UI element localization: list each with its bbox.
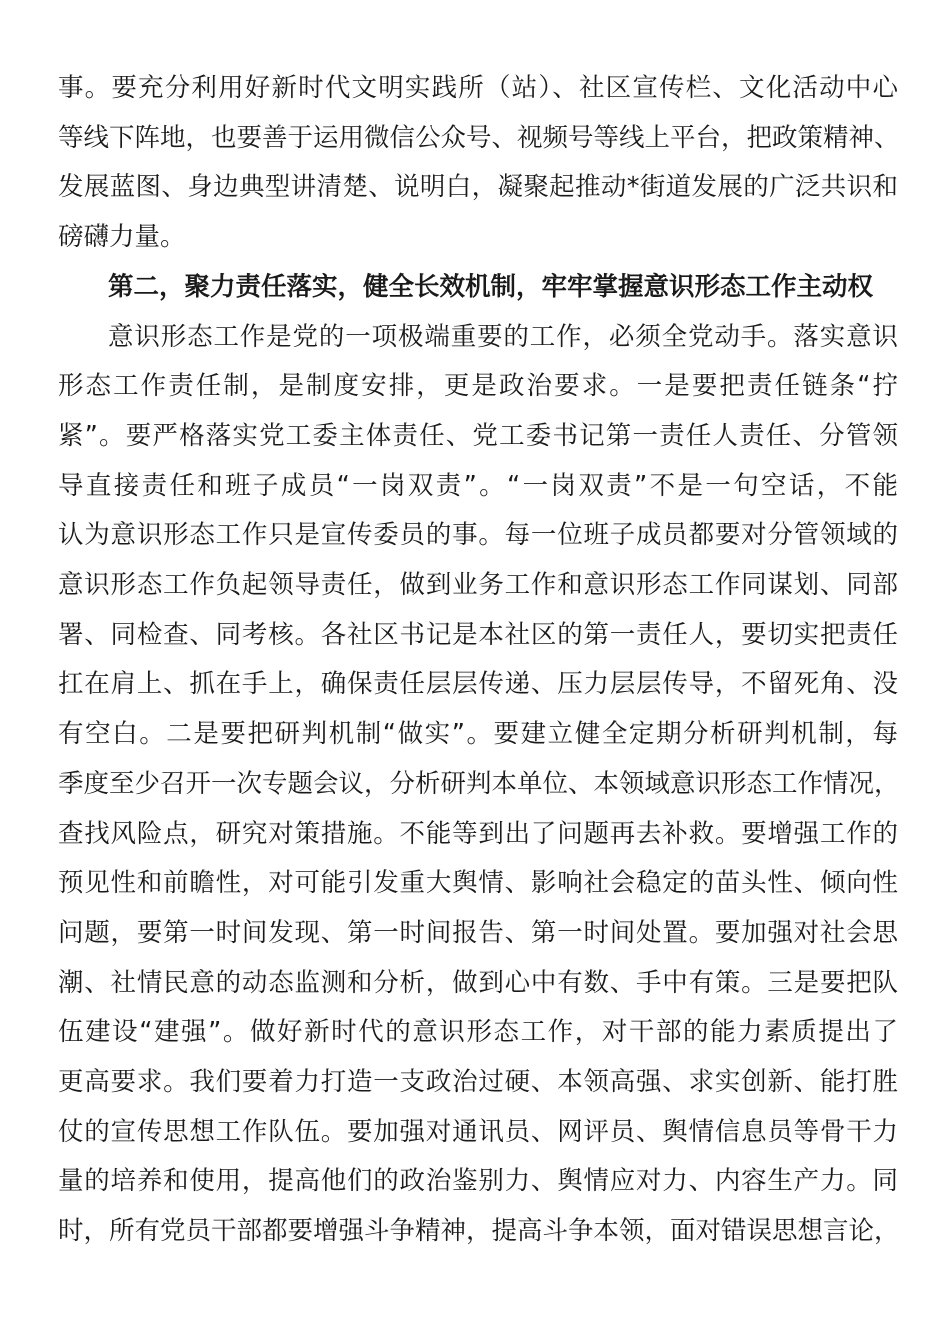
text-line: 伍建设“建强”。做好新时代的意识形态工作，对干部的能力素质提出了	[58, 1017, 898, 1048]
text-line: 更高要求。我们要着力打造一支政治过硬、本领高强、求实创新、能打胜	[58, 1067, 898, 1097]
text-line: 等线下阵地，也要善于运用微信公众号、视频号等线上平台，把政策精神、	[58, 122, 900, 153]
text-line: 事。要充分利用好新时代文明实践所（站）、社区宣传栏、文化活动中心	[58, 73, 898, 103]
text-line: 仗的宣传思想工作队伍。要加强对通讯员、网评员、舆情信息员等骨干力	[58, 1116, 898, 1147]
text-line: 时，所有党员干部都要增强斗争精神，提高斗争本领，面对错误思想言论，	[58, 1216, 900, 1247]
text-line: 磅礴力量。	[58, 222, 186, 253]
text-line: 意识形态工作负起领导责任，做到业务工作和意识形态工作同谋划、同部	[58, 570, 898, 600]
text-line: 意识形态工作是党的一项极端重要的工作，必须全党动手。落实意识	[108, 321, 898, 352]
text-line: 紧”。要严格落实党工委主体责任、党工委书记第一责任人责任、分管领	[58, 420, 898, 451]
text-line: 认为意识形态工作只是宣传委员的事。每一位班子成员都要对分管领域的	[58, 520, 898, 551]
text-line: 署、同检查、同考核。各社区书记是本社区的第一责任人，要切实把责任	[58, 619, 898, 650]
text-line: 发展蓝图、身边典型讲清楚、说明白，凝聚起推动*街道发展的广泛共识和	[58, 172, 898, 203]
section-heading: 第二，聚力责任落实，健全长效机制，牢牢掌握意识形态工作主动权	[108, 271, 874, 302]
text-line: 潮、社情民意的动态监测和分析，做到心中有数、手中有策。三是要把队	[58, 967, 898, 998]
text-line: 量的培养和使用，提高他们的政治鉴别力、舆情应对力、内容生产力。同	[58, 1166, 898, 1197]
text-line: 形态工作责任制，是制度安排，更是政治要求。一是要把责任链条“拧	[58, 371, 898, 402]
text-line: 季度至少召开一次专题会议，分析研判本单位、本领域意识形态工作情况，	[58, 768, 900, 799]
text-line: 预见性和前瞻性，对可能引发重大舆情、影响社会稳定的苗头性、倾向性	[58, 868, 898, 899]
text-line: 有空白。二是要把研判机制“做实”。要建立健全定期分析研判机制，每	[58, 719, 898, 750]
text-line: 问题，要第一时间发现、第一时间报告、第一时间处置。要加强对社会思	[58, 917, 898, 948]
text-line: 查找风险点，研究对策措施。不能等到出了问题再去补救。要增强工作的	[58, 818, 898, 849]
text-line: 导直接责任和班子成员“一岗双责”。“一岗双责”不是一句空话，不能	[58, 470, 898, 501]
text-line: 扛在肩上、抓在手上，确保责任层层传递、压力层层传导，不留死角、没	[58, 669, 898, 700]
